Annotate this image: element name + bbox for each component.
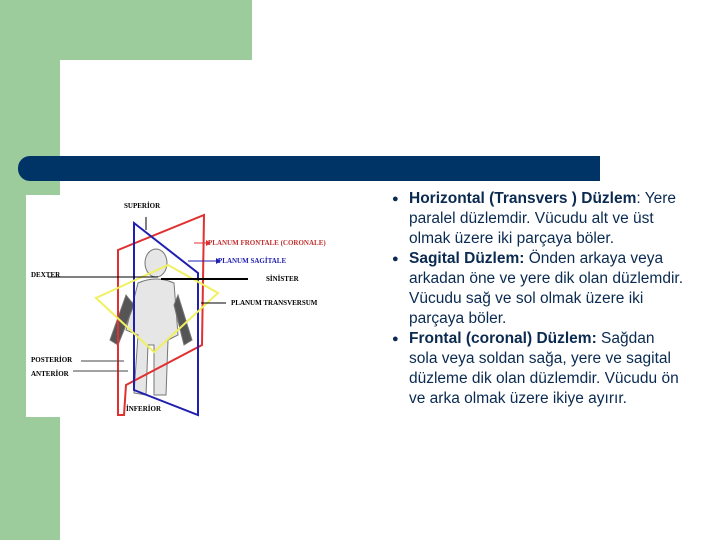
bullet-heading: Horizontal (Transvers ) Düzlem <box>409 190 637 207</box>
bullet-text: : Yere paralel düzlemdir. Vücudu alt ve üst olmak üzere iki parçaya böler. <box>409 190 677 247</box>
bullet-item <box>386 329 686 409</box>
bullet-icon: ● <box>392 333 399 345</box>
label-planum-frontale: PLANUM FRONTALE (CORONALE) <box>208 239 326 247</box>
label-planum-transversum: PLANUM TRANSVERSUM <box>231 299 318 307</box>
label-anterior: ANTERİOR <box>31 370 69 378</box>
bullet-list <box>386 189 686 409</box>
title-bar <box>18 156 600 181</box>
label-sinister: SİNİSTER <box>266 275 299 283</box>
bullet-text: Önden arkaya veya arkadan öne ve yere dik olan düzlemdir. Vücudu sağ ve sol olmak üzere iki parçaya böler. <box>409 250 683 327</box>
label-planum-sagitale: PLANUM SAGİTALE <box>218 257 287 265</box>
label-superior: SUPERİOR <box>124 202 161 210</box>
content-corner <box>60 60 120 120</box>
label-inferior: İNFERİOR <box>126 405 162 413</box>
label-dexter: DEXTER <box>31 271 61 279</box>
bullet-heading: Sagital Düzlem: <box>409 250 525 267</box>
bullet-icon: ● <box>392 193 399 205</box>
bullet-item <box>386 249 686 329</box>
anatomical-planes-diagram <box>26 195 336 417</box>
bullet-icon: ● <box>392 253 399 265</box>
bullet-item <box>386 189 686 249</box>
bullet-heading: Frontal (coronal) Düzlem: <box>409 330 597 347</box>
label-posterior: POSTERİOR <box>31 356 73 364</box>
bullet-text: Sağdan sola veya soldan sağa, yere ve sagital düzleme dik olan düzlemdir. Vücudu ön ve arka olmak üzere ikiye ayırır. <box>409 330 679 407</box>
